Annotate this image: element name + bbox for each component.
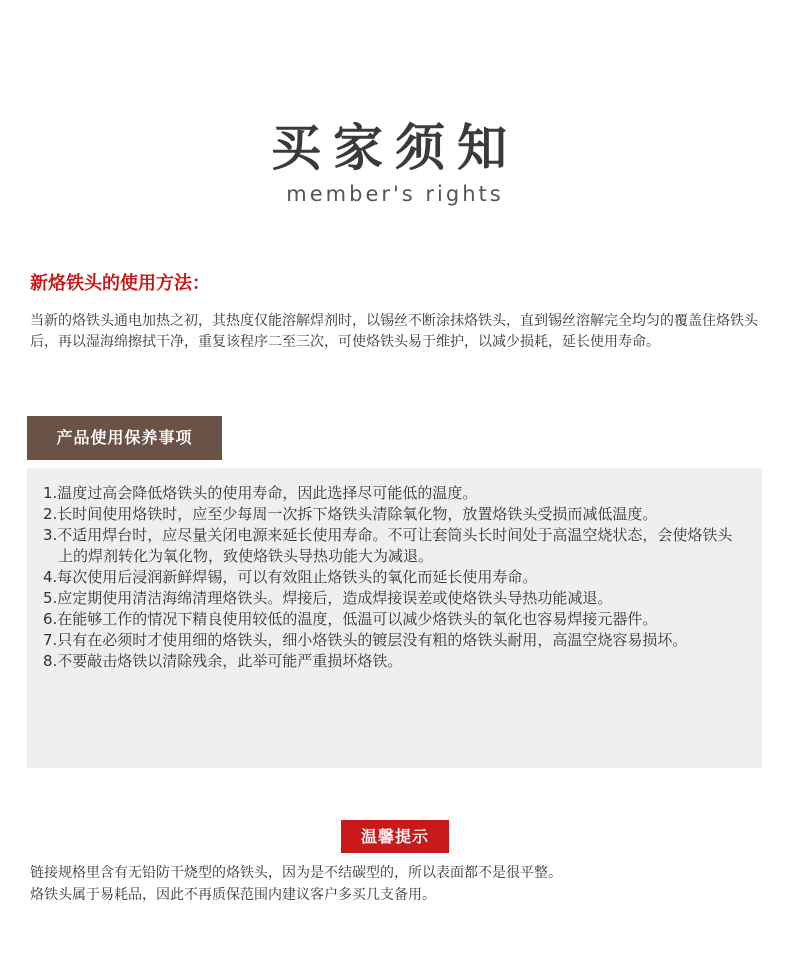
care-item: 2.长时间使用烙铁时，应至少每周一次拆下烙铁头清除氧化物，放置烙铁头受损而减低温度。 — [43, 505, 658, 523]
tips-badge: 温馨提示 — [341, 820, 449, 853]
care-list — [43, 483, 744, 672]
care-item: 1.温度过高会降低烙铁头的使用寿命，因此选择尽可能低的温度。 — [43, 484, 478, 502]
page-title: 买家须知 — [271, 119, 519, 177]
care-section-box — [27, 468, 762, 768]
tips-line: 烙铁头属于易耗品，因此不再质保范围内建议客户多买几支备用。 — [30, 887, 436, 903]
tips-line: 链接规格里含有无铅防干烧型的烙铁头，因为是不结碳型的，所以表面都不是很平整。 — [30, 865, 562, 881]
care-section-tab: 产品使用保养事项 — [27, 416, 222, 460]
care-item: 7.只有在必须时才使用细的烙铁头，细小烙铁头的镀层没有粗的烙铁头耐用，高温空烧容易损坏。 — [43, 631, 688, 649]
care-item: 3.不适用焊台时，应尽量关闭电源来延长使用寿命。不可让套筒头长时间处于高温空烧状态，会使烙铁头上的焊剂转化为氧化物，致使烙铁头导热功能大为减退。 — [43, 526, 733, 565]
care-item: 4.每次使用后浸润新鲜焊锡，可以有效阻止烙铁头的氧化而延长使用寿命。 — [43, 568, 538, 586]
care-item: 8.不要敲击烙铁以清除残余，此举可能严重损坏烙铁。 — [43, 652, 403, 670]
page-subtitle: member's rights — [286, 182, 504, 206]
usage-heading: 新烙铁头的使用方法： — [30, 273, 210, 294]
usage-paragraph: 当新的烙铁头通电加热之初，其热度仅能溶解焊剂时，以锡丝不断涂抹烙铁头，直到锡丝溶解完全均匀的覆盖住烙铁头后，再以湿海绵擦拭干净，重复该程序二至三次，可使烙铁头易于维护，以减少损耗，延长使用寿命。 — [30, 313, 758, 350]
tips-text — [30, 862, 770, 906]
care-item: 5.应定期使用清洁海绵清理烙铁头。焊接后，造成焊接误差或使烙铁头导热功能减退。 — [43, 589, 613, 607]
care-item: 6.在能够工作的情况下精良使用较低的温度，低温可以减少烙铁头的氧化也容易焊接元器件。 — [43, 610, 658, 628]
